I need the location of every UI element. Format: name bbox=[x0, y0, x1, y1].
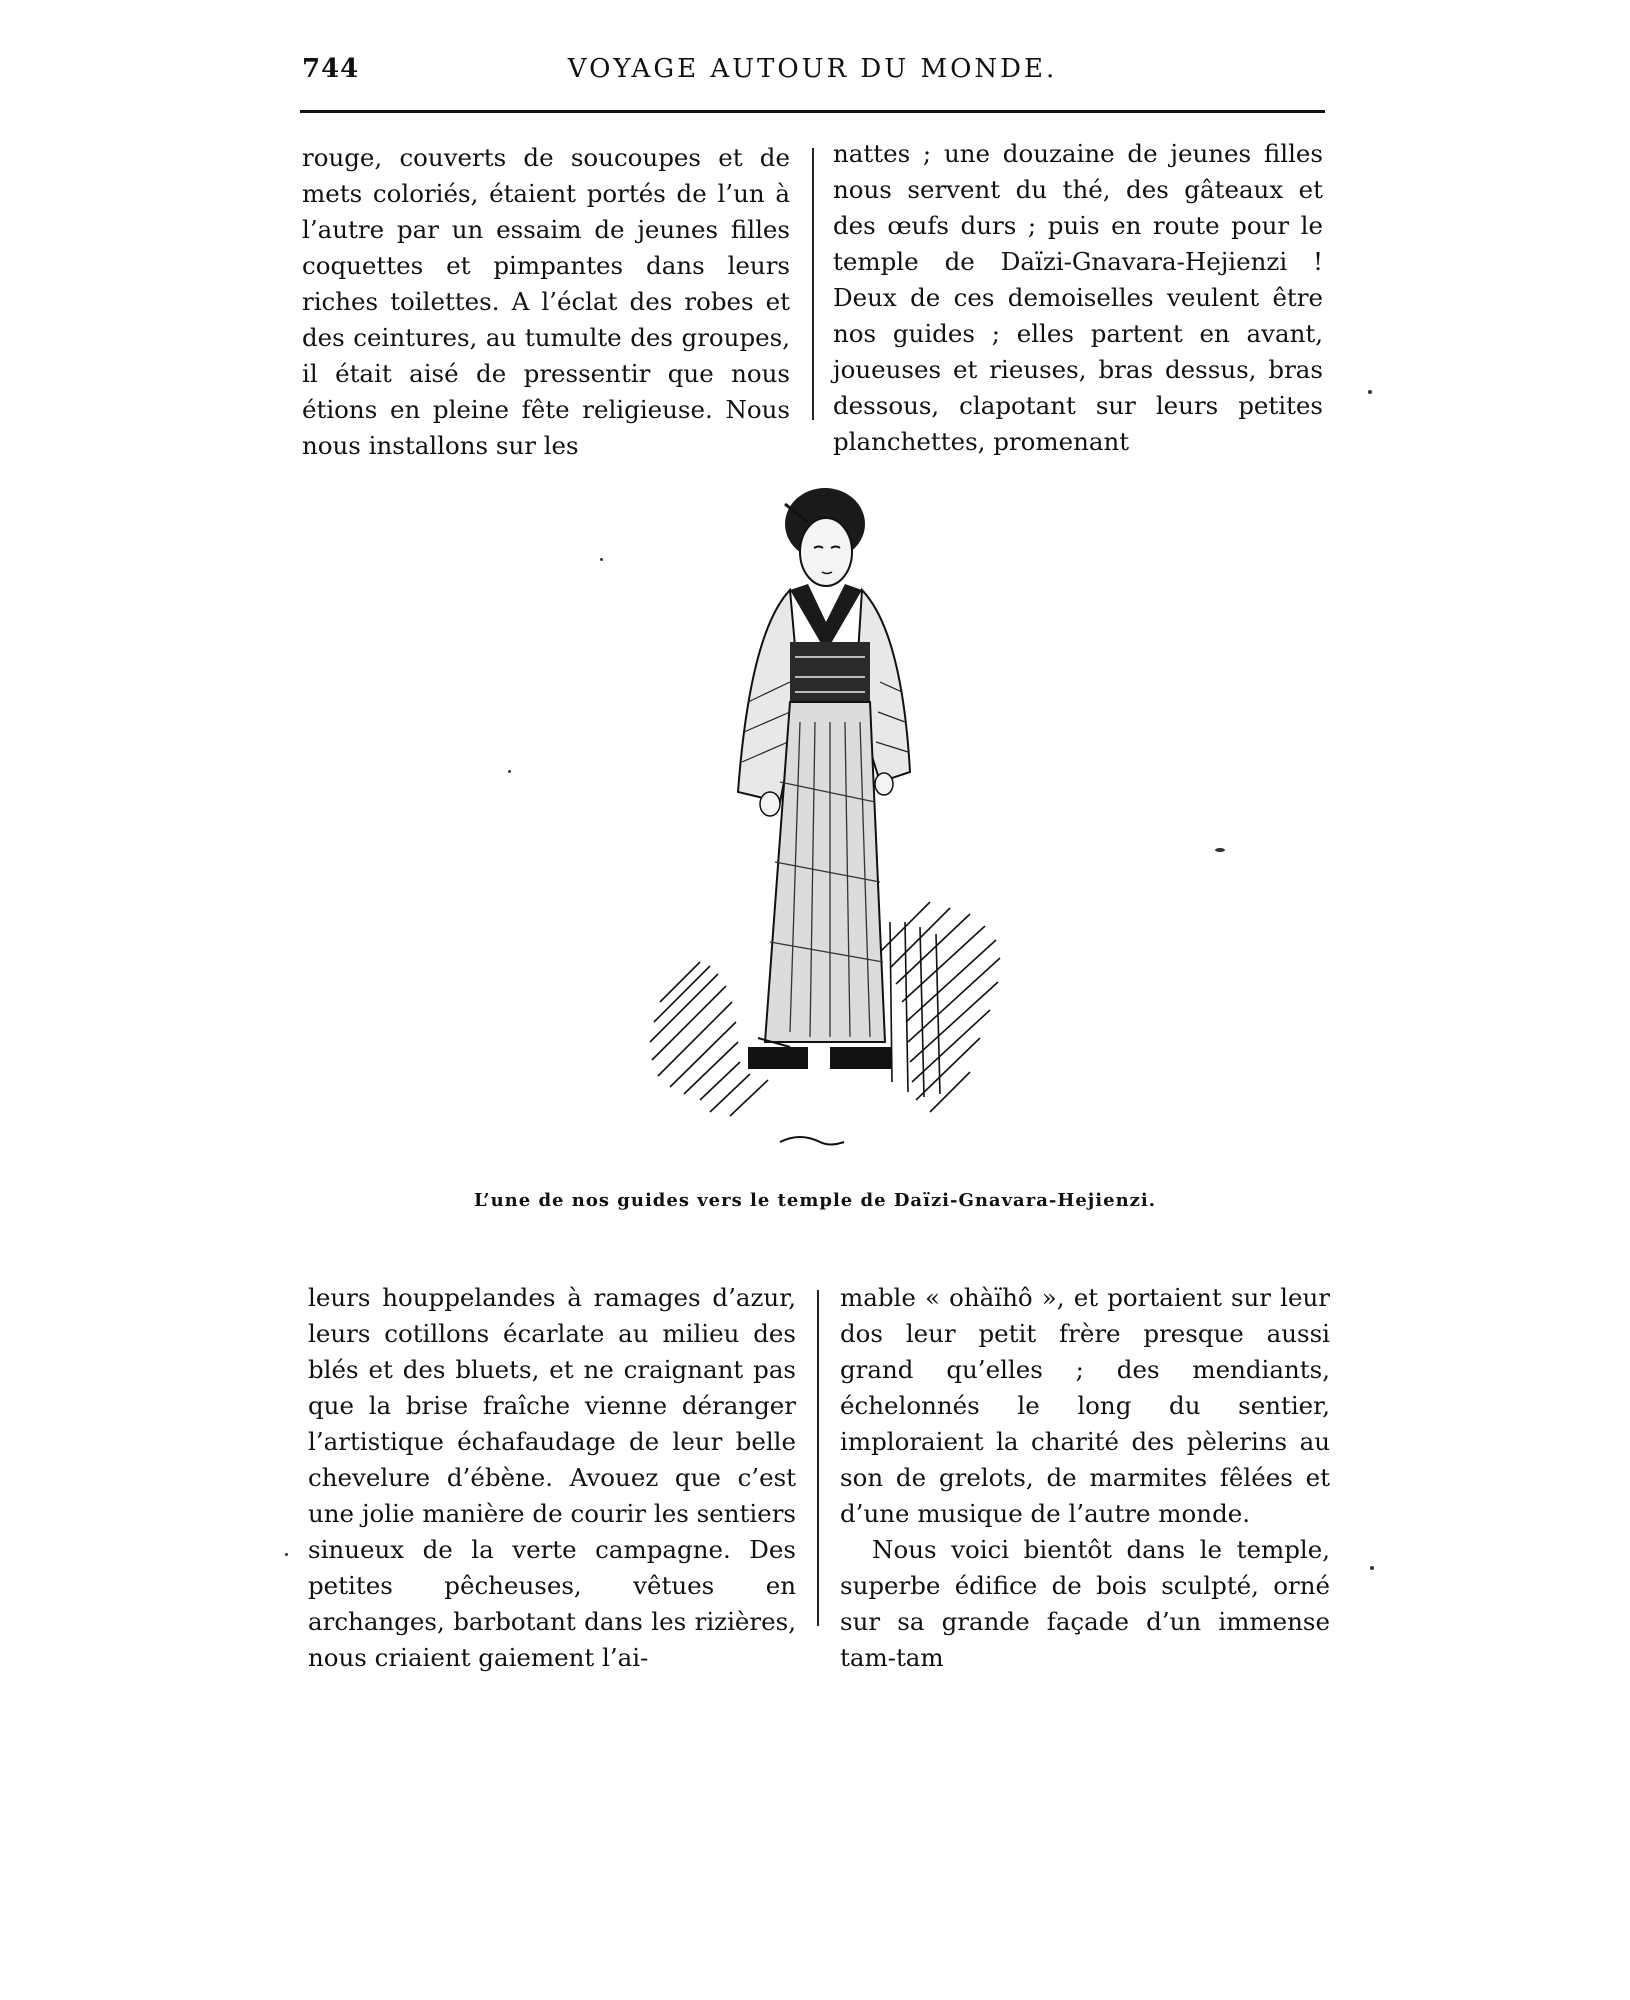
header-rule bbox=[300, 110, 1325, 113]
scan-speck bbox=[1370, 1566, 1374, 1570]
top-left-text: rouge, couverts de soucoupes et de mets coloriés, étaient portés de l’un à l’autre par un essaim de jeunes filles coquettes et pimpantes dans leurs riches toilettes. A l’éclat des robes et des ceintures, au tumulte des groupes, il était aisé de pressentir que nous étions en pleine fête religieuse. Nous nous installons sur les bbox=[302, 143, 790, 460]
figure-caption: L’une de nos guides vers le temple de Daïzi-Gnavara-Hejienzi. bbox=[473, 1190, 1157, 1211]
top-right-column bbox=[833, 136, 1323, 460]
bottom-left-column bbox=[308, 1280, 796, 1676]
column-divider-bottom bbox=[817, 1290, 819, 1626]
top-right-text: nattes ; une douzaine de jeunes filles nous servent du thé, des gâteaux et des œufs durs ; puis en route pour le temple de Daïzi-Gnavara-Hejienzi ! Deux de ces demoiselles veulent être nos guides ; elles partent en avant, joueuses et rieuses, bras dessus, bras dessous, clapotant sur leurs petites planchettes, promenant bbox=[833, 139, 1323, 456]
scan-speck bbox=[600, 558, 603, 561]
bottom-right-column bbox=[840, 1280, 1330, 1676]
engraver-monogram bbox=[780, 1137, 844, 1145]
engraving-illustration bbox=[640, 482, 1010, 1162]
top-left-column bbox=[302, 140, 790, 464]
running-title: VOYAGE AUTOUR DU MONDE. bbox=[567, 54, 1058, 84]
bottom-left-text: leurs houppelandes à ramages d’azur, leurs cotillons écarlate au milieu des blés et des bluets, et ne craignant pas que la brise fraîche vienne déranger l’artistique échafaudage de leur belle chevelure d’ébène. Avouez que c’est une jolie manière de courir les sentiers sinueux de la verte campagne. Des petites pêcheuses, vêtues en archanges, barbotant dans les rizières, nous criaient gaiement l’ai- bbox=[308, 1283, 796, 1672]
kimono-figure bbox=[738, 488, 910, 1069]
scan-speck bbox=[508, 770, 511, 773]
scan-speck bbox=[285, 1553, 288, 1556]
scan-speck bbox=[1368, 390, 1372, 394]
scan-speck bbox=[1215, 848, 1225, 852]
page-header bbox=[300, 50, 1325, 100]
page-number: 744 bbox=[302, 54, 360, 84]
bottom-right-text-p2: Nous voici bientôt dans le temple, superbe édifice de bois sculpté, orné sur sa grande façade d’un immense tam-tam bbox=[840, 1535, 1330, 1672]
column-divider-top bbox=[812, 148, 814, 420]
bottom-right-text-p1: mable « ohàïhô », et portaient sur leur dos leur petit frère presque aussi grand qu’elles ; des mendiants, échelonnés le long du sentier, imploraient la charité des pèlerins au son de grelots, de marmites fêlées et d’une musique de l’autre monde. bbox=[840, 1283, 1330, 1528]
